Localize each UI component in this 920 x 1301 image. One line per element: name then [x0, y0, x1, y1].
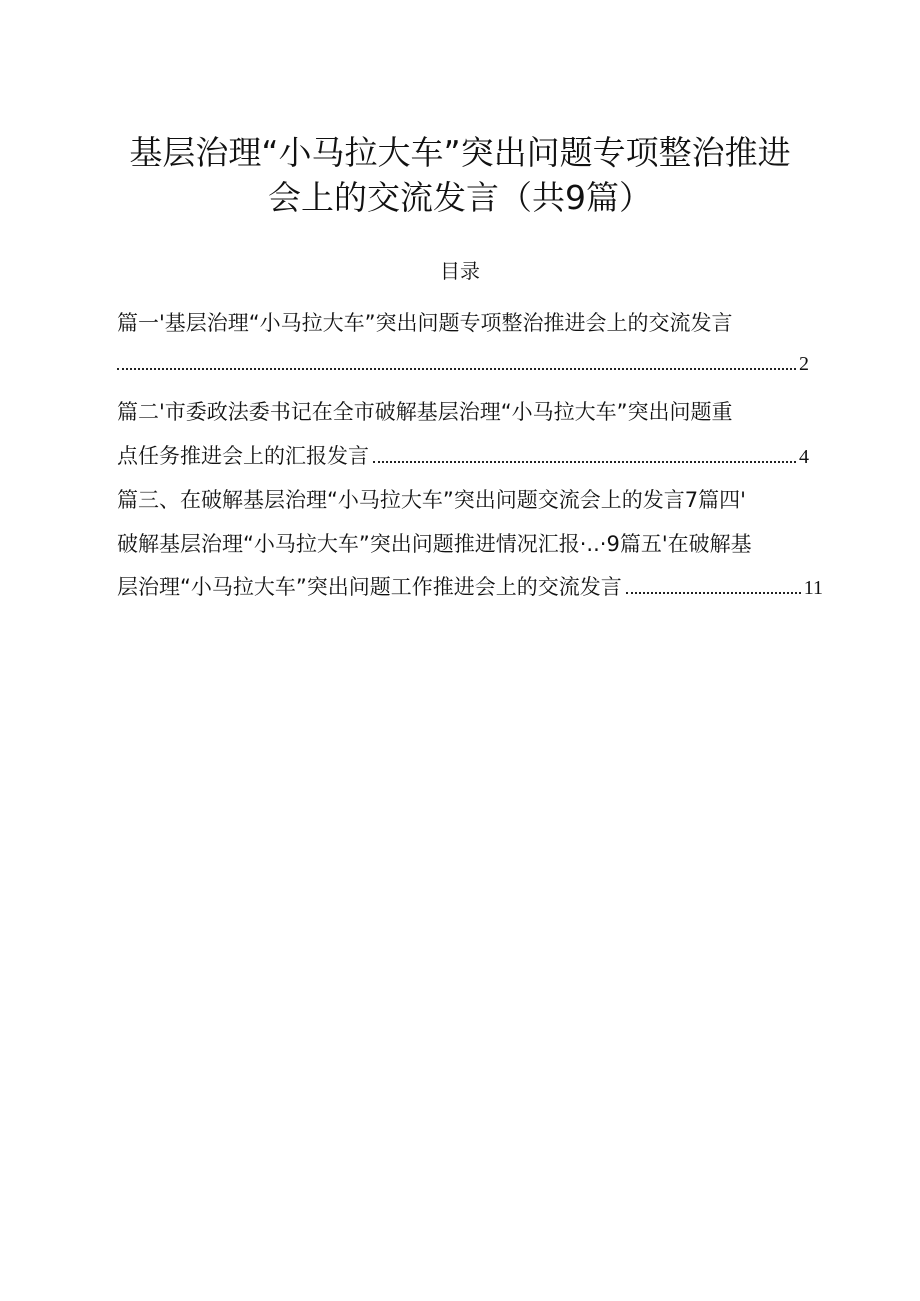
toc-entry-5-leader[interactable] [117, 572, 823, 603]
toc-entry-5-page: 11 [803, 577, 823, 599]
toc-entry-2-title-cont: 点任务推进会上的汇报发言 [117, 444, 369, 468]
document-title-line-1: 基层治理“小马拉大车”突出问题专项整治推进 [129, 133, 791, 172]
toc-entry-2-title[interactable]: 篇二'市委政法委书记在全市破解基层治理“小马拉大车”突出问题重 [117, 400, 733, 424]
dot-leader [626, 591, 801, 594]
toc-entry-1-leader[interactable] [117, 349, 809, 379]
toc-entry-1-page: 2 [799, 353, 809, 375]
toc-heading: 目录 [440, 259, 480, 283]
toc-entry-5-title-cont: 层治理“小马拉大车”突出问题工作推进会上的交流发言 [117, 575, 622, 599]
toc-entry-3-4[interactable]: 篇三、在破解基层治理“小马拉大车”突出问题交流会上的发言7篇四' [117, 488, 746, 512]
toc-entry-1-title[interactable]: 篇一'基层治理“小马拉大车”突出问题专项整治推进会上的交流发言 [117, 311, 733, 335]
dot-leader [117, 367, 796, 370]
toc-entry-4-5[interactable]: 破解基层治理“小马拉大车”突出问题推进情况汇报·..·9篇五'在破解基 [117, 532, 752, 556]
toc-entry-2-leader[interactable] [117, 441, 809, 472]
document-title-line-2: 会上的交流发言（共9篇） [268, 178, 652, 217]
toc-entry-2-page: 4 [799, 446, 809, 468]
dot-leader [373, 460, 796, 463]
